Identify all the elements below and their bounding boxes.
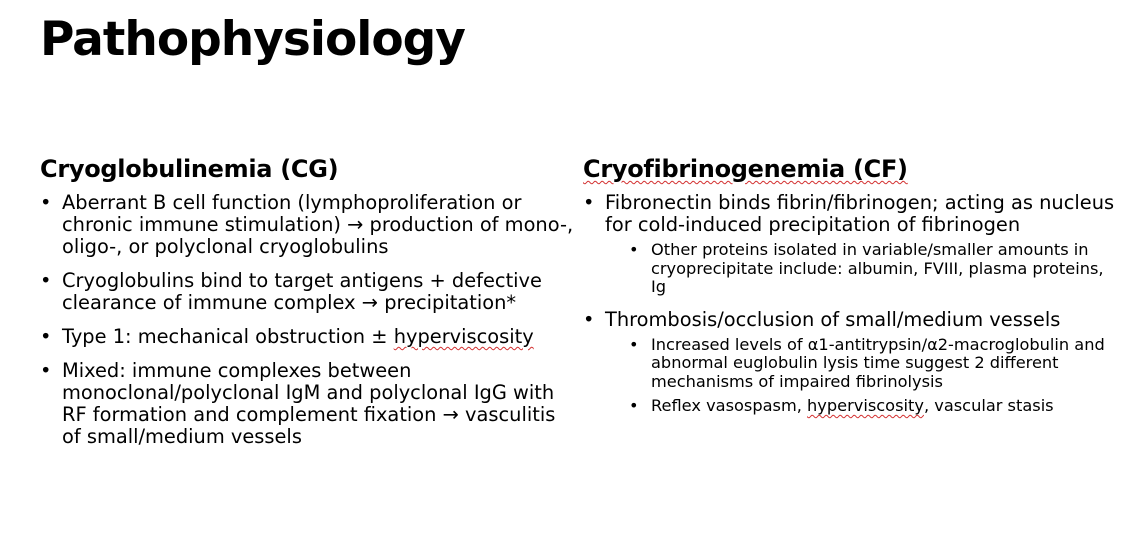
spellcheck-flagged-word[interactable]: hyperviscosity bbox=[393, 325, 534, 348]
arrow-icon: → bbox=[442, 403, 459, 426]
bullet-item bbox=[40, 192, 575, 258]
spellcheck-flagged-word[interactable]: hyperviscosity bbox=[807, 396, 924, 415]
bullet-item bbox=[40, 270, 575, 314]
bullet-item bbox=[583, 309, 1123, 416]
right-column-heading bbox=[583, 153, 1123, 185]
sub-bullet-item: • Increased levels of α1-antitrypsin/α2-macroglobulin and abnormal euglobulin lysis time suggest 2 different mechanisms of impaired fibrinolysis bbox=[629, 336, 1123, 392]
right-bullet-list bbox=[583, 192, 1123, 416]
bullet-text: Thrombosis/occlusion of small/medium vessels bbox=[605, 307, 1061, 331]
arrow-icon: → bbox=[361, 291, 379, 314]
bullet-text: Type 1: mechanical obstruction ± bbox=[62, 325, 394, 348]
bullet-item bbox=[583, 192, 1123, 297]
bullet-text: precipitation* bbox=[378, 291, 517, 314]
bullet-text: Mixed: immune complexes between monoclonal/polyclonal IgM and polyclonal IgG with RF formation and complement fixation bbox=[62, 359, 555, 426]
sub-bullet-list bbox=[605, 241, 1123, 297]
bullet-text: Fibronectin binds fibrin/fibrinogen; acting as nucleus for cold-induced precipitation of fibrinogen bbox=[605, 191, 1115, 236]
bullet-text: production of mono-, oligo-, or polyclonal cryoglobulins bbox=[62, 213, 574, 258]
left-column bbox=[40, 153, 575, 460]
bullet-text: Cryoglobulins bind to target antigens + defective clearance of immune complex bbox=[62, 269, 542, 314]
left-bullet-list bbox=[40, 192, 575, 448]
sub-bullet-item bbox=[629, 397, 1123, 416]
left-column-heading: Cryoglobulinemia (CG) bbox=[40, 155, 339, 183]
sub-bullet-list bbox=[605, 336, 1123, 416]
arrow-icon: → bbox=[347, 213, 364, 236]
bullet-item bbox=[40, 326, 575, 348]
sub-bullet-item: • Other proteins isolated in variable/smaller amounts in cryoprecipitate include: albumin, FVIII, plasma proteins, Ig bbox=[629, 241, 1123, 297]
bullet-text: Aberrant B cell function (lymphoproliferation or chronic immune stimulation) bbox=[62, 191, 522, 236]
bullet-item bbox=[40, 360, 575, 448]
bullet-text: , vascular stasis bbox=[923, 396, 1054, 415]
bullet-text: Reflex vasospasm, bbox=[651, 396, 808, 415]
bullet-text: vasculitis of small/medium vessels bbox=[62, 403, 556, 448]
slide-title: Pathophysiology bbox=[40, 12, 465, 67]
spellcheck-flagged-word[interactable]: Cryofibrinogenemia (CF) bbox=[583, 155, 908, 183]
right-column bbox=[583, 153, 1123, 428]
